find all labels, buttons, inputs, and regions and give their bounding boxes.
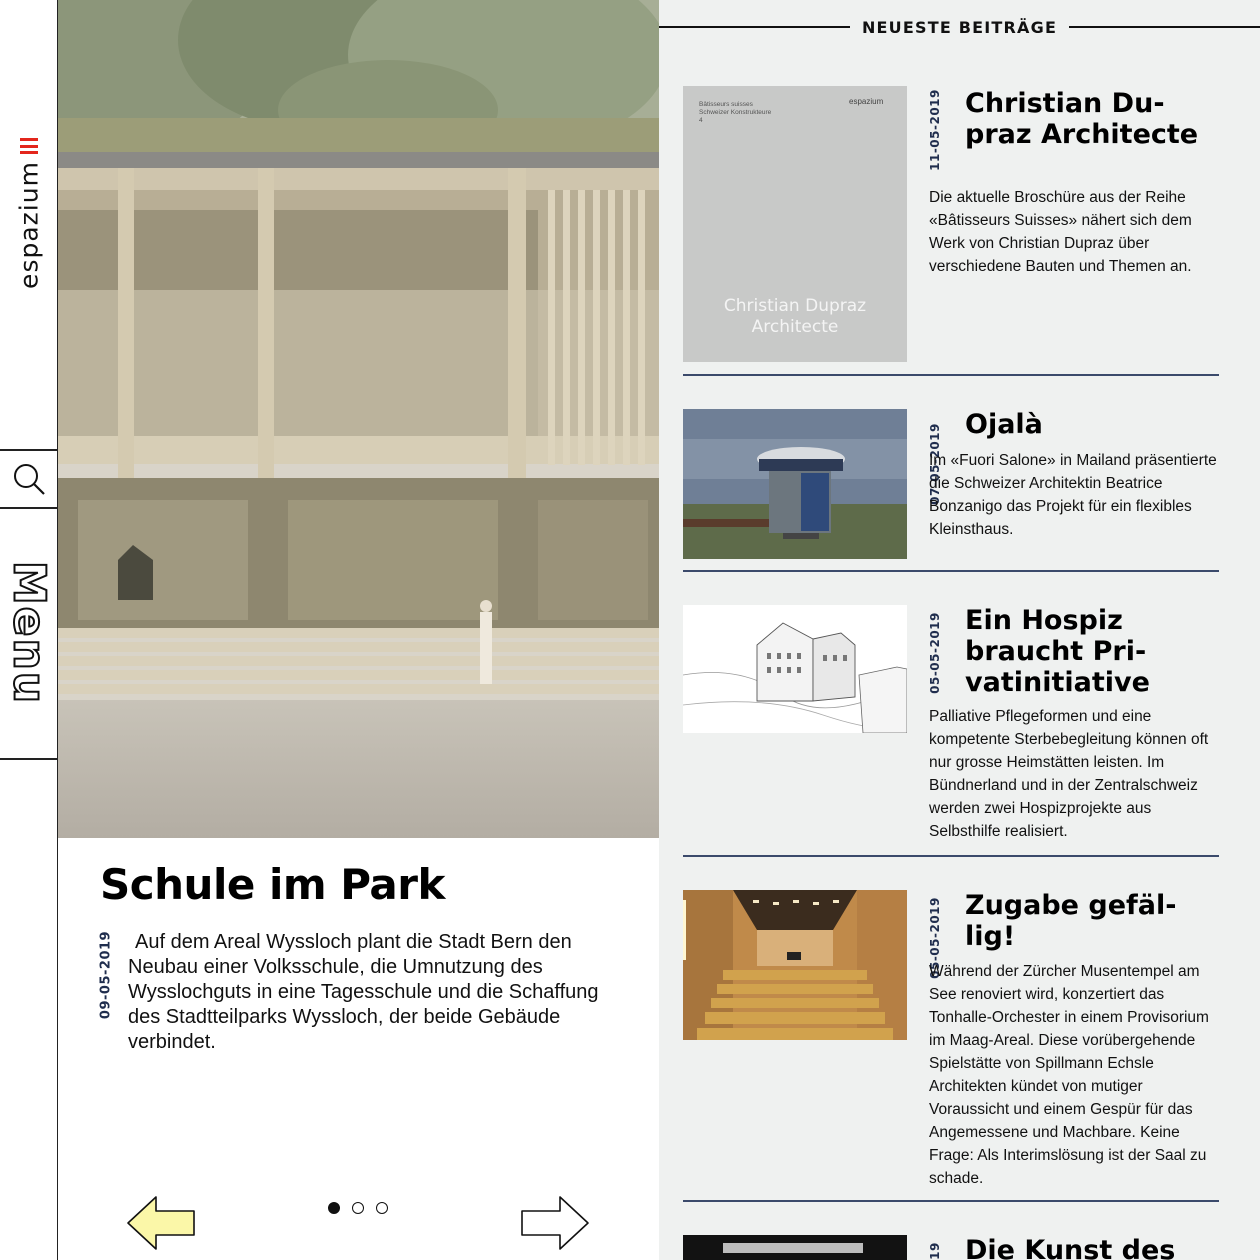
cover-brand: espazium	[849, 97, 884, 106]
cover-number: 4	[699, 117, 703, 124]
cover-series-2: Schweizer Konstrukteure	[699, 109, 772, 116]
hero-date: 09-05-2019	[98, 930, 114, 1020]
article-date: 05-05-2019	[928, 612, 942, 694]
article-summary: Während der Zürcher Musentempel am See renoviert wird, konzertiert das Tonhalle-Orchester in einem Provisorium im Maag-Areal. Diese vorübergehende Spielstätte von Spillmann Echsle Architekten kündet von mutiger Voraussicht und einem Gespür für das Angemessene und Machbare. Keine Frage: Als Interimslösung ist der Saal zu schade.	[929, 963, 1209, 1187]
hero-image[interactable]	[58, 0, 659, 838]
menu-button[interactable]	[0, 508, 58, 758]
article-divider	[683, 1200, 1219, 1202]
brand-name: espazium	[14, 161, 44, 289]
article-divider	[683, 374, 1219, 376]
next-slide-button[interactable]	[518, 1195, 590, 1251]
brand-mark-icon	[20, 138, 38, 158]
article-title[interactable]: Zugabe gefällig!	[965, 890, 1177, 952]
article-title[interactable]: Ein Hospiz braucht Privatinitiative	[965, 605, 1150, 698]
news-article[interactable]	[683, 890, 1219, 1190]
slide-dot-2[interactable]	[352, 1202, 364, 1214]
arrow-right-icon	[518, 1195, 590, 1251]
article-thumbnail[interactable]	[683, 890, 907, 1040]
article-summary: Palliative Pflegeformen und eine kompetente Sterbebegleitung können oft nur grosse Heimstätten leisten. Im Bündnerland und in der Zentralschweiz werden zwei Hospizprojekte aus Selbsthilfe realisiert.	[929, 708, 1209, 840]
cover-title-1: Christian Dupraz	[723, 296, 867, 316]
prev-slide-button[interactable]	[126, 1195, 198, 1251]
article-summary: Die aktuelle Broschüre aus der Reihe «Bâtisseurs Suisses» nähert sich dem Werk von Christian Dupraz über verschiedene Bauten und Themen an.	[929, 189, 1192, 275]
article-thumbnail[interactable]	[683, 1235, 907, 1260]
slide-dot-3[interactable]	[376, 1202, 388, 1214]
article-thumbnail[interactable]	[683, 605, 907, 733]
search-button[interactable]	[0, 450, 58, 508]
latest-posts-header	[659, 14, 1260, 40]
latest-posts	[659, 0, 1260, 1260]
brand-logo[interactable]	[0, 130, 58, 320]
article-divider	[683, 570, 1219, 572]
rail-divider	[0, 758, 58, 760]
menu-label: Menu	[3, 560, 55, 706]
slide-dot-1[interactable]	[328, 1202, 340, 1214]
article-date: 07-05-2019	[928, 423, 942, 505]
article-date: 19	[928, 1242, 942, 1260]
article-thumbnail[interactable]	[683, 409, 907, 559]
article-title[interactable]: Christian Dupraz Architecte	[965, 88, 1199, 150]
news-article[interactable]	[683, 605, 1219, 845]
cover-series: Bâtisseurs suisses	[699, 101, 753, 108]
article-thumbnail[interactable]	[683, 86, 907, 362]
slide-pagination	[328, 1202, 388, 1214]
article-summary: Im «Fuori Salone» in Mailand präsentierte die Schweizer Architektin Beatrice Bonzanigo das Projekt für ein flexibles Kleinsthaus.	[929, 452, 1217, 538]
news-article[interactable]	[683, 409, 1219, 559]
hero-summary: Auf dem Areal Wyssloch plant die Stadt Bern den Neubau einer Volksschule, die Umnutzung des Wysslochguts in eine Tagesschule und die Schaffung des Stadtteilparks Wyssloch, der beide Gebäude verbindet.	[128, 931, 599, 1053]
search-icon	[12, 462, 46, 496]
side-rail	[0, 0, 58, 1260]
article-title[interactable]: Ojalà	[965, 409, 1043, 440]
cover-title-2: Architecte	[751, 317, 839, 337]
article-date: 11-05-2019	[928, 89, 942, 171]
hero-title[interactable]: Schule im Park	[100, 860, 445, 909]
latest-posts-heading: NEUESTE BEITRÄGE	[861, 17, 1058, 37]
article-date: 05-05-2019	[928, 897, 942, 979]
news-article[interactable]	[683, 1235, 1219, 1260]
arrow-left-icon	[126, 1195, 198, 1251]
news-article[interactable]	[683, 86, 1219, 376]
article-divider	[683, 855, 1219, 857]
article-title[interactable]: Die Kunst des	[965, 1235, 1176, 1260]
hero-slider	[58, 0, 659, 1260]
